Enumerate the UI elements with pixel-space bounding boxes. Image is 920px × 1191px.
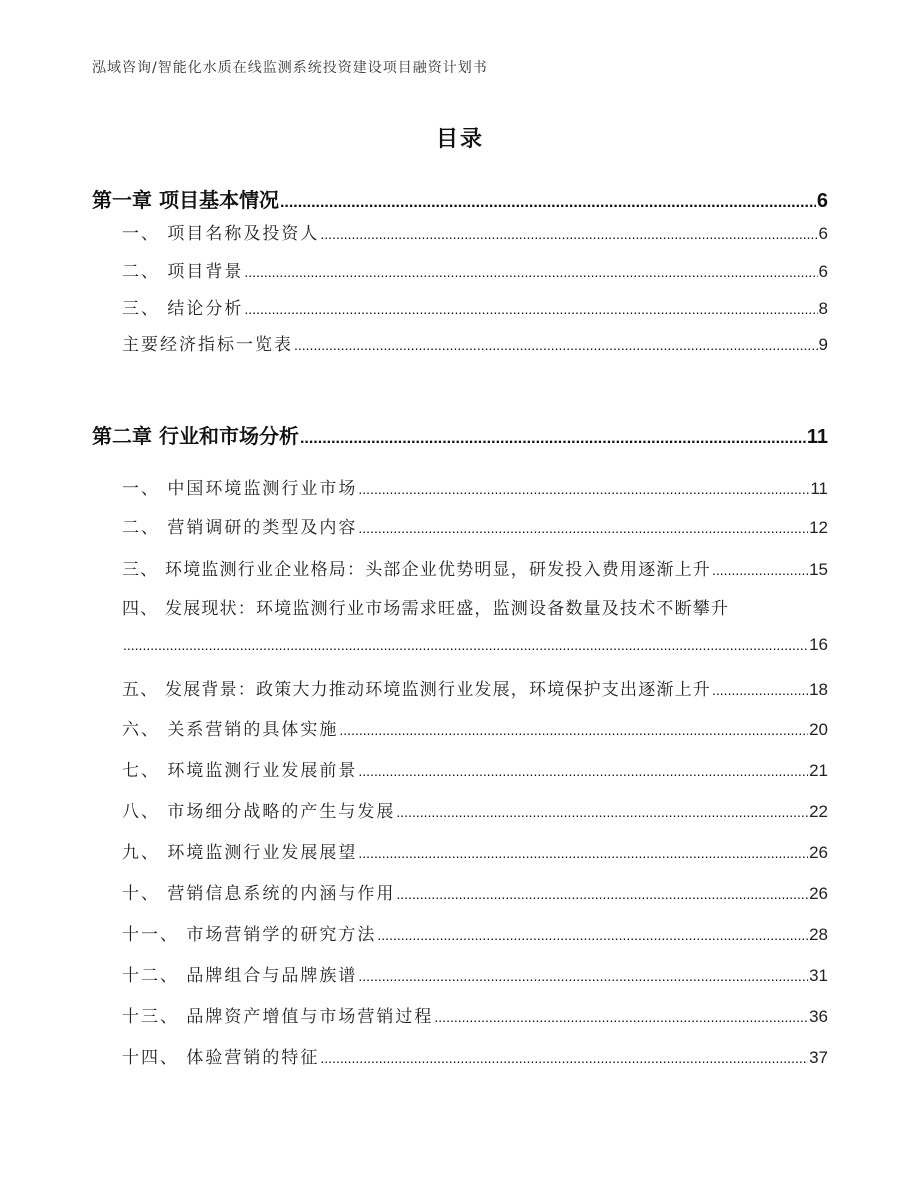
- dot-leader: [123, 637, 808, 653]
- toc-entry[interactable]: [122, 513, 828, 538]
- toc-entry[interactable]: [122, 257, 828, 282]
- toc-entry[interactable]: [122, 1043, 828, 1068]
- toc-page-number: 37: [809, 1048, 828, 1067]
- toc-page-number: 6: [818, 224, 828, 243]
- dot-leader: [320, 1050, 808, 1066]
- dot-leader: [244, 264, 817, 280]
- dot-leader: [294, 337, 818, 353]
- toc-entry-label: 二、 项目背景: [122, 262, 244, 282]
- dot-leader: [358, 481, 809, 497]
- dot-leader: [712, 682, 808, 698]
- toc-page-number: 11: [806, 426, 828, 448]
- toc-chapter-label: 第二章 行业和市场分析: [92, 424, 299, 448]
- toc-page-number: 26: [809, 884, 828, 903]
- dot-leader: [339, 722, 808, 738]
- running-header: 泓域咨询/智能化水质在线监测系统投资建设项目融资计划书: [92, 60, 488, 76]
- toc-entry[interactable]: [122, 294, 828, 319]
- dot-leader: [300, 430, 806, 448]
- dot-leader: [358, 845, 808, 861]
- toc-chapter-label: 第一章 项目基本情况: [92, 188, 279, 212]
- toc-entry-label: 十一、 市场营销学的研究方法: [122, 925, 377, 945]
- toc-entry[interactable]: [122, 838, 828, 863]
- dot-leader: [320, 226, 817, 242]
- toc-page-number: 20: [809, 720, 828, 739]
- toc-entry-label: 三、 环境监测行业企业格局：头部企业优势明显，研发投入费用逐渐上升: [122, 560, 712, 580]
- toc-entry[interactable]: [122, 961, 828, 986]
- toc-entry-label: 主要经济指标一览表: [122, 335, 293, 355]
- toc-chapter-2[interactable]: [92, 420, 828, 449]
- toc-entry[interactable]: [122, 474, 828, 499]
- toc-page-number: 9: [818, 335, 828, 354]
- toc-entry[interactable]: [122, 675, 828, 700]
- toc-page-number: 21: [809, 761, 828, 780]
- toc-entry[interactable]: [122, 330, 828, 355]
- dot-leader: [434, 1009, 808, 1025]
- toc-entry-label: 五、 发展背景：政策大力推动环境监测行业发展，环境保护支出逐渐上升: [122, 680, 712, 700]
- dot-leader: [358, 520, 808, 536]
- dot-leader: [244, 301, 817, 317]
- dot-leader: [396, 804, 808, 820]
- toc-entry-label: 二、 营销调研的类型及内容: [122, 518, 358, 538]
- toc-page-number: 6: [818, 262, 828, 281]
- toc-entry[interactable]: [122, 920, 828, 945]
- toc-entry[interactable]: [122, 879, 828, 904]
- toc-page-number: 26: [809, 843, 828, 862]
- toc-page-number: 18: [809, 680, 828, 699]
- toc-chapter-1[interactable]: [92, 184, 828, 213]
- toc-page-number: 11: [810, 479, 828, 498]
- toc-entry-label: 一、 项目名称及投资人: [122, 224, 320, 244]
- toc-page-number: 28: [809, 925, 828, 944]
- toc-page-number: 15: [809, 560, 828, 579]
- dot-leader: [712, 562, 808, 578]
- toc-entry-label: 十二、 品牌组合与品牌族谱: [122, 966, 358, 986]
- toc-entry-label: 九、 环境监测行业发展展望: [122, 843, 358, 863]
- dot-leader: [358, 763, 808, 779]
- toc-entry-continuation[interactable]: [122, 635, 828, 655]
- toc-entry[interactable]: [122, 715, 828, 740]
- toc-page-number: 8: [818, 299, 828, 318]
- toc-entry-label[interactable]: 四、 发展现状：环境监测行业市场需求旺盛，监测设备数量及技术不断攀升: [122, 599, 730, 619]
- toc-page-number: 36: [809, 1007, 828, 1026]
- toc-entry-label: 三、 结论分析: [122, 299, 244, 319]
- toc-entry[interactable]: [122, 756, 828, 781]
- toc-entry-label: 十、 营销信息系统的内涵与作用: [122, 884, 396, 904]
- toc-entry-label: 十三、 品牌资产增值与市场营销过程: [122, 1007, 434, 1027]
- toc-entry[interactable]: [122, 555, 828, 580]
- toc-entry-label: 十四、 体验营销的特征: [122, 1048, 320, 1068]
- toc-entry[interactable]: [122, 219, 828, 244]
- toc-page-number: 12: [809, 518, 828, 537]
- toc-page-number: 22: [809, 802, 828, 821]
- toc-entry-label: 八、 市场细分战略的产生与发展: [122, 802, 396, 822]
- toc-entry-label: 六、 关系营销的具体实施: [122, 720, 339, 740]
- toc-entry[interactable]: [122, 1002, 828, 1027]
- dot-leader: [377, 927, 808, 943]
- toc-page-number: 16: [809, 635, 828, 654]
- dot-leader: [280, 194, 816, 212]
- toc-page-number: 31: [809, 966, 828, 985]
- toc-page-number: 6: [816, 190, 828, 212]
- toc-entry-label: 一、 中国环境监测行业市场: [122, 479, 358, 499]
- dot-leader: [358, 968, 808, 984]
- toc-entry-label: 七、 环境监测行业发展前景: [122, 761, 358, 781]
- toc-entry[interactable]: [122, 797, 828, 822]
- dot-leader: [396, 886, 808, 902]
- toc-title: 目录: [435, 127, 484, 152]
